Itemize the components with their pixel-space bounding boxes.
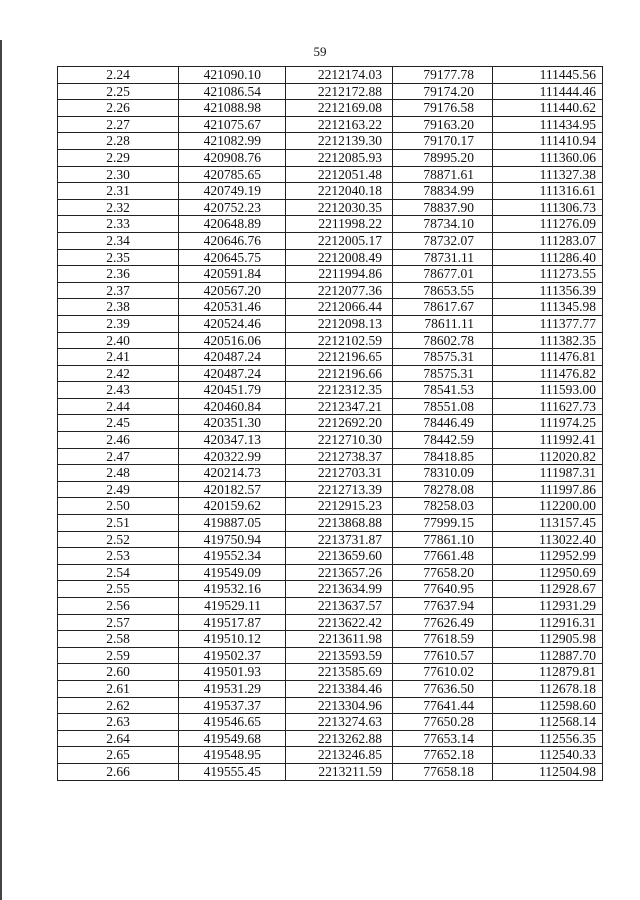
coord-a-cell: 419532.16: [179, 581, 286, 598]
point-id-cell: 2.30: [58, 166, 179, 183]
coord-a-cell: 421088.98: [179, 100, 286, 117]
coord-d-cell: 111276.09: [493, 216, 603, 233]
coord-d-cell: 111444.46: [493, 83, 603, 100]
point-id-cell: 2.56: [58, 598, 179, 615]
coord-c-cell: 77636.50: [393, 680, 493, 697]
table-row: [58, 382, 603, 399]
coord-b-cell: 2212051.48: [286, 166, 393, 183]
table-row: [58, 531, 603, 548]
coord-d-cell: 112020.82: [493, 448, 603, 465]
coordinates-table-body: [58, 67, 603, 781]
point-id-cell: 2.29: [58, 149, 179, 166]
coord-a-cell: 420645.75: [179, 249, 286, 266]
point-id-cell: 2.41: [58, 349, 179, 366]
coord-d-cell: 111345.98: [493, 299, 603, 316]
point-id-cell: 2.42: [58, 365, 179, 382]
coord-c-cell: 79174.20: [393, 83, 493, 100]
table-row: [58, 664, 603, 681]
coord-d-cell: 111377.77: [493, 315, 603, 332]
table-row: [58, 299, 603, 316]
point-id-cell: 2.49: [58, 481, 179, 498]
coord-d-cell: 112879.81: [493, 664, 603, 681]
table-row: [58, 680, 603, 697]
coord-c-cell: 77637.94: [393, 598, 493, 615]
coord-d-cell: 112598.60: [493, 697, 603, 714]
point-id-cell: 2.54: [58, 564, 179, 581]
coord-b-cell: 2212174.03: [286, 67, 393, 84]
table-row: [58, 730, 603, 747]
coord-c-cell: 77861.10: [393, 531, 493, 548]
table-row: [58, 266, 603, 283]
coord-d-cell: 111974.25: [493, 415, 603, 432]
coord-b-cell: 2213593.59: [286, 647, 393, 664]
point-id-cell: 2.25: [58, 83, 179, 100]
coord-c-cell: 78575.31: [393, 349, 493, 366]
coord-c-cell: 78446.49: [393, 415, 493, 432]
coord-d-cell: 112928.67: [493, 581, 603, 598]
coord-d-cell: 112540.33: [493, 747, 603, 764]
table-row: [58, 249, 603, 266]
coord-c-cell: 78731.11: [393, 249, 493, 266]
coord-d-cell: 111476.81: [493, 349, 603, 366]
coord-c-cell: 77650.28: [393, 714, 493, 731]
table-row: [58, 116, 603, 133]
coord-d-cell: 111283.07: [493, 232, 603, 249]
coord-a-cell: 419548.95: [179, 747, 286, 764]
point-id-cell: 2.38: [58, 299, 179, 316]
coordinates-table: [57, 66, 603, 781]
table-row: [58, 166, 603, 183]
point-id-cell: 2.57: [58, 614, 179, 631]
point-id-cell: 2.55: [58, 581, 179, 598]
coord-b-cell: 2212030.35: [286, 199, 393, 216]
point-id-cell: 2.44: [58, 398, 179, 415]
table-row: [58, 365, 603, 382]
table-row: [58, 465, 603, 482]
coord-a-cell: 420749.19: [179, 183, 286, 200]
point-id-cell: 2.65: [58, 747, 179, 764]
coord-c-cell: 78310.09: [393, 465, 493, 482]
table-row: [58, 564, 603, 581]
table-row: [58, 149, 603, 166]
coord-c-cell: 77640.95: [393, 581, 493, 598]
coord-b-cell: 2212139.30: [286, 133, 393, 150]
table-row: [58, 448, 603, 465]
coord-b-cell: 2212703.31: [286, 465, 393, 482]
coord-c-cell: 78834.99: [393, 183, 493, 200]
point-id-cell: 2.35: [58, 249, 179, 266]
point-id-cell: 2.45: [58, 415, 179, 432]
coord-d-cell: 111434.95: [493, 116, 603, 133]
coord-a-cell: 420347.13: [179, 432, 286, 449]
coord-a-cell: 419549.68: [179, 730, 286, 747]
coord-b-cell: 2213657.26: [286, 564, 393, 581]
table-row: [58, 598, 603, 615]
coord-b-cell: 2213868.88: [286, 515, 393, 532]
coord-c-cell: 77999.15: [393, 515, 493, 532]
coord-c-cell: 78602.78: [393, 332, 493, 349]
coord-d-cell: 111992.41: [493, 432, 603, 449]
coord-b-cell: 2212169.08: [286, 100, 393, 117]
coord-b-cell: 2213622.42: [286, 614, 393, 631]
coord-c-cell: 78871.61: [393, 166, 493, 183]
coord-b-cell: 2213384.46: [286, 680, 393, 697]
table-row: [58, 133, 603, 150]
table-row: [58, 581, 603, 598]
table-row: [58, 83, 603, 100]
coord-c-cell: 78418.85: [393, 448, 493, 465]
coord-c-cell: 77661.48: [393, 548, 493, 565]
coord-b-cell: 2213585.69: [286, 664, 393, 681]
coord-d-cell: 112931.29: [493, 598, 603, 615]
coord-d-cell: 111286.40: [493, 249, 603, 266]
point-id-cell: 2.40: [58, 332, 179, 349]
coord-a-cell: 420567.20: [179, 282, 286, 299]
coord-a-cell: 419750.94: [179, 531, 286, 548]
coord-a-cell: 420487.24: [179, 365, 286, 382]
table-row: [58, 199, 603, 216]
point-id-cell: 2.64: [58, 730, 179, 747]
coord-d-cell: 111440.62: [493, 100, 603, 117]
point-id-cell: 2.27: [58, 116, 179, 133]
table-row: [58, 714, 603, 731]
coord-a-cell: 420531.46: [179, 299, 286, 316]
table-row: [58, 67, 603, 84]
point-id-cell: 2.24: [58, 67, 179, 84]
table-row: [58, 631, 603, 648]
coord-d-cell: 111316.61: [493, 183, 603, 200]
coord-c-cell: 77658.18: [393, 763, 493, 780]
coord-a-cell: 419517.87: [179, 614, 286, 631]
coord-a-cell: 420487.24: [179, 349, 286, 366]
coord-c-cell: 77641.44: [393, 697, 493, 714]
coord-a-cell: 420785.65: [179, 166, 286, 183]
point-id-cell: 2.43: [58, 382, 179, 399]
coord-d-cell: 111360.06: [493, 149, 603, 166]
coord-d-cell: 111987.31: [493, 465, 603, 482]
coord-b-cell: 2212196.65: [286, 349, 393, 366]
coord-b-cell: 2213211.59: [286, 763, 393, 780]
point-id-cell: 2.39: [58, 315, 179, 332]
coord-b-cell: 2212040.18: [286, 183, 393, 200]
coord-c-cell: 78653.55: [393, 282, 493, 299]
coord-b-cell: 2213262.88: [286, 730, 393, 747]
point-id-cell: 2.60: [58, 664, 179, 681]
coord-c-cell: 78442.59: [393, 432, 493, 449]
coord-c-cell: 79176.58: [393, 100, 493, 117]
point-id-cell: 2.59: [58, 647, 179, 664]
coord-b-cell: 2212196.66: [286, 365, 393, 382]
table-row: [58, 315, 603, 332]
coord-b-cell: 2212077.36: [286, 282, 393, 299]
coord-b-cell: 2211998.22: [286, 216, 393, 233]
coord-c-cell: 78677.01: [393, 266, 493, 283]
table-row: [58, 415, 603, 432]
coord-d-cell: 112678.18: [493, 680, 603, 697]
coord-d-cell: 112504.98: [493, 763, 603, 780]
coord-c-cell: 78734.10: [393, 216, 493, 233]
coord-a-cell: 421086.54: [179, 83, 286, 100]
point-id-cell: 2.63: [58, 714, 179, 731]
coord-d-cell: 111593.00: [493, 382, 603, 399]
table-row: [58, 498, 603, 515]
coord-a-cell: 420516.06: [179, 332, 286, 349]
coord-b-cell: 2213274.63: [286, 714, 393, 731]
point-id-cell: 2.61: [58, 680, 179, 697]
point-id-cell: 2.58: [58, 631, 179, 648]
table-row: [58, 548, 603, 565]
coord-c-cell: 77626.49: [393, 614, 493, 631]
point-id-cell: 2.52: [58, 531, 179, 548]
coord-d-cell: 111356.39: [493, 282, 603, 299]
coord-c-cell: 78617.67: [393, 299, 493, 316]
coord-b-cell: 2212008.49: [286, 249, 393, 266]
coord-a-cell: 419549.09: [179, 564, 286, 581]
coord-b-cell: 2212005.17: [286, 232, 393, 249]
table-row: [58, 481, 603, 498]
coord-d-cell: 111273.55: [493, 266, 603, 283]
point-id-cell: 2.62: [58, 697, 179, 714]
coord-c-cell: 78551.08: [393, 398, 493, 415]
coord-c-cell: 77652.18: [393, 747, 493, 764]
point-id-cell: 2.28: [58, 133, 179, 150]
table-row: [58, 282, 603, 299]
coord-c-cell: 77610.02: [393, 664, 493, 681]
coord-b-cell: 2213659.60: [286, 548, 393, 565]
coord-a-cell: 420159.62: [179, 498, 286, 515]
coord-a-cell: 420646.76: [179, 232, 286, 249]
coord-a-cell: 421090.10: [179, 67, 286, 84]
coord-b-cell: 2212066.44: [286, 299, 393, 316]
table-row: [58, 697, 603, 714]
coord-a-cell: 419502.37: [179, 647, 286, 664]
coord-b-cell: 2213637.57: [286, 598, 393, 615]
coord-c-cell: 78611.11: [393, 315, 493, 332]
coord-a-cell: 420182.57: [179, 481, 286, 498]
coord-b-cell: 2212172.88: [286, 83, 393, 100]
table-row: [58, 232, 603, 249]
coord-b-cell: 2213304.96: [286, 697, 393, 714]
point-id-cell: 2.66: [58, 763, 179, 780]
coord-d-cell: 111997.86: [493, 481, 603, 498]
table-row: [58, 614, 603, 631]
point-id-cell: 2.31: [58, 183, 179, 200]
coord-b-cell: 2212312.35: [286, 382, 393, 399]
coord-a-cell: 420322.99: [179, 448, 286, 465]
coord-d-cell: 111627.73: [493, 398, 603, 415]
coord-c-cell: 79170.17: [393, 133, 493, 150]
table-row: [58, 216, 603, 233]
coord-a-cell: 420451.79: [179, 382, 286, 399]
coord-b-cell: 2212692.20: [286, 415, 393, 432]
point-id-cell: 2.46: [58, 432, 179, 449]
table-row: [58, 763, 603, 780]
scan-edge-line: [0, 40, 2, 900]
coord-d-cell: 112200.00: [493, 498, 603, 515]
coord-c-cell: 78258.03: [393, 498, 493, 515]
coord-c-cell: 78278.08: [393, 481, 493, 498]
coord-a-cell: 419537.37: [179, 697, 286, 714]
point-id-cell: 2.48: [58, 465, 179, 482]
coord-c-cell: 78837.90: [393, 199, 493, 216]
coord-a-cell: 420524.46: [179, 315, 286, 332]
point-id-cell: 2.50: [58, 498, 179, 515]
coord-a-cell: 419529.11: [179, 598, 286, 615]
coord-d-cell: 113022.40: [493, 531, 603, 548]
coord-b-cell: 2212098.13: [286, 315, 393, 332]
coord-b-cell: 2213731.87: [286, 531, 393, 548]
coord-b-cell: 2212163.22: [286, 116, 393, 133]
coord-c-cell: 79163.20: [393, 116, 493, 133]
coord-b-cell: 2212915.23: [286, 498, 393, 515]
coord-a-cell: 419552.34: [179, 548, 286, 565]
coord-b-cell: 2212710.30: [286, 432, 393, 449]
table-row: [58, 349, 603, 366]
coord-c-cell: 78995.20: [393, 149, 493, 166]
coord-d-cell: 112905.98: [493, 631, 603, 648]
point-id-cell: 2.36: [58, 266, 179, 283]
table-row: [58, 515, 603, 532]
point-id-cell: 2.34: [58, 232, 179, 249]
coord-b-cell: 2212347.21: [286, 398, 393, 415]
coord-d-cell: 112952.99: [493, 548, 603, 565]
point-id-cell: 2.33: [58, 216, 179, 233]
point-id-cell: 2.26: [58, 100, 179, 117]
coord-a-cell: 421075.67: [179, 116, 286, 133]
point-id-cell: 2.53: [58, 548, 179, 565]
table-row: [58, 398, 603, 415]
coord-a-cell: 420648.89: [179, 216, 286, 233]
coord-b-cell: 2213611.98: [286, 631, 393, 648]
table-row: [58, 332, 603, 349]
point-id-cell: 2.47: [58, 448, 179, 465]
coord-d-cell: 111410.94: [493, 133, 603, 150]
coord-a-cell: 420591.84: [179, 266, 286, 283]
table-row: [58, 100, 603, 117]
coord-d-cell: 111476.82: [493, 365, 603, 382]
coord-c-cell: 78732.07: [393, 232, 493, 249]
coord-c-cell: 79177.78: [393, 67, 493, 84]
coord-d-cell: 112887.70: [493, 647, 603, 664]
coord-a-cell: 419555.45: [179, 763, 286, 780]
coord-d-cell: 113157.45: [493, 515, 603, 532]
coord-d-cell: 112916.31: [493, 614, 603, 631]
coord-a-cell: 419546.65: [179, 714, 286, 731]
table-row: [58, 747, 603, 764]
coord-c-cell: 78541.53: [393, 382, 493, 399]
coord-c-cell: 77653.14: [393, 730, 493, 747]
coord-b-cell: 2212713.39: [286, 481, 393, 498]
coord-a-cell: 420460.84: [179, 398, 286, 415]
page-number: 59: [313, 44, 327, 59]
coord-d-cell: 111327.38: [493, 166, 603, 183]
coord-a-cell: 419501.93: [179, 664, 286, 681]
coord-a-cell: 420351.30: [179, 415, 286, 432]
coord-c-cell: 77610.57: [393, 647, 493, 664]
coord-c-cell: 77658.20: [393, 564, 493, 581]
coord-d-cell: 111306.73: [493, 199, 603, 216]
coord-a-cell: 419887.05: [179, 515, 286, 532]
coord-b-cell: 2213246.85: [286, 747, 393, 764]
coord-d-cell: 111445.56: [493, 67, 603, 84]
coord-b-cell: 2212102.59: [286, 332, 393, 349]
coord-b-cell: 2213634.99: [286, 581, 393, 598]
coord-a-cell: 420752.23: [179, 199, 286, 216]
coord-a-cell: 420908.76: [179, 149, 286, 166]
coord-a-cell: 419510.12: [179, 631, 286, 648]
table-row: [58, 647, 603, 664]
coord-b-cell: 2212738.37: [286, 448, 393, 465]
coord-d-cell: 111382.35: [493, 332, 603, 349]
coord-b-cell: 2211994.86: [286, 266, 393, 283]
point-id-cell: 2.37: [58, 282, 179, 299]
coord-d-cell: 112556.35: [493, 730, 603, 747]
table-row: [58, 183, 603, 200]
coord-a-cell: 421082.99: [179, 133, 286, 150]
table-row: [58, 432, 603, 449]
coord-c-cell: 78575.31: [393, 365, 493, 382]
coord-b-cell: 2212085.93: [286, 149, 393, 166]
coord-a-cell: 420214.73: [179, 465, 286, 482]
coord-c-cell: 77618.59: [393, 631, 493, 648]
point-id-cell: 2.32: [58, 199, 179, 216]
coord-d-cell: 112568.14: [493, 714, 603, 731]
point-id-cell: 2.51: [58, 515, 179, 532]
coord-d-cell: 112950.69: [493, 564, 603, 581]
coord-a-cell: 419531.29: [179, 680, 286, 697]
